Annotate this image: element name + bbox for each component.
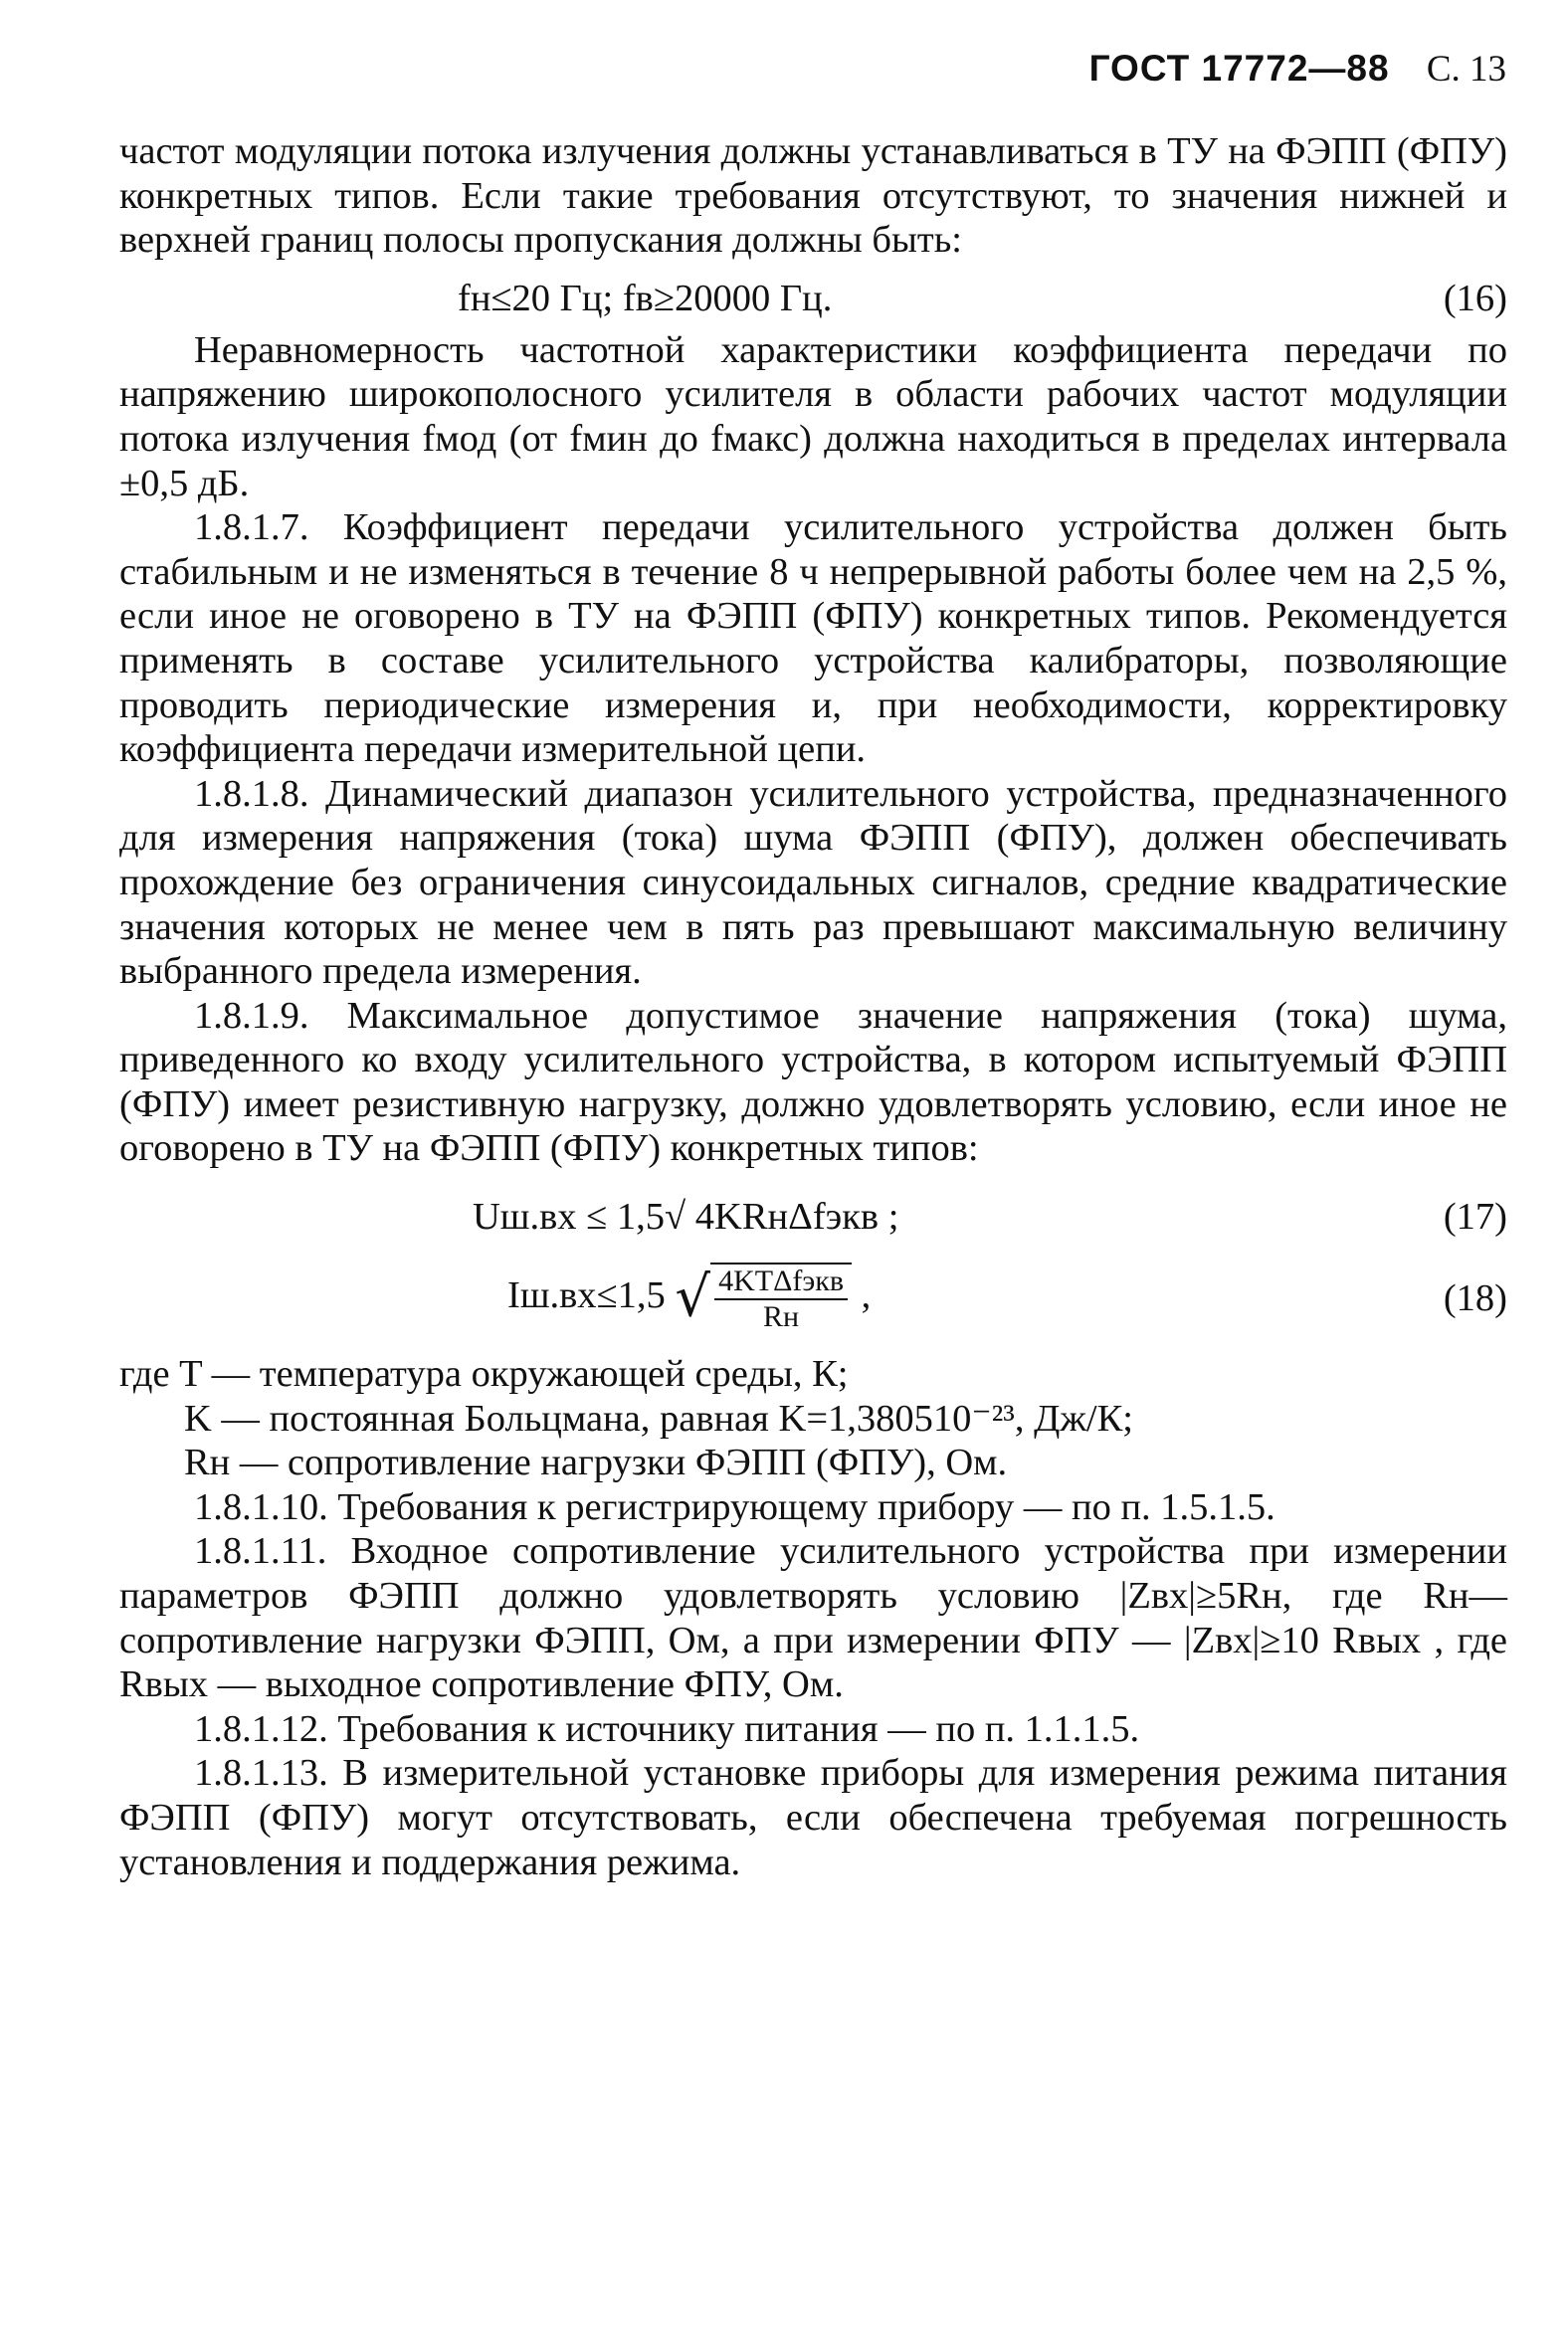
paragraph: частот модуляции потока излучения должны устанавливаться в ТУ на ФЭПП (ФПУ) конкретных типов. Если такие требования отсутствуют, то значения нижней и верхней границ полосы пропускания должны быть: <box>119 130 1507 262</box>
document-body <box>119 129 1507 1884</box>
formula-tail: , <box>861 1273 872 1316</box>
paragraph: 1.8.1.9. Максимальное допустимое значение напряжения (тока) шума, приведенного ко входу усилительного устройства, в котором испытуемый ФЭПП (ФПУ) имеет резистивную нагрузку, должно удовлетворять условию, если иное не оговорено в ТУ на ФЭПП (ФПУ) конкретных типов: <box>119 994 1507 1170</box>
formula-expression <box>507 1263 871 1334</box>
page-header <box>1089 48 1506 91</box>
formula-17 <box>119 1177 1507 1247</box>
sqrt-sign-icon: √ <box>675 1265 711 1330</box>
paragraph: 1.8.1.11. Входное сопротивление усилительного устройства при измерении параметров ФЭПП должно удовлетворять условию |Zвх|≥5Rн, где Rн— сопротивление нагрузки ФЭПП, Ом, а при измерении ФПУ — |Zвх|≥10 Rвых , где Rвых — выходное сопротивление ФПУ, Ом. <box>119 1530 1507 1706</box>
formula-expression: fн≤20 Гц; fв≥20000 Гц. <box>458 277 833 319</box>
standard-number: ГОСТ 17772—88 <box>1088 48 1390 89</box>
definition-line: где T — температура окружающей среды, К; <box>119 1353 849 1396</box>
formula-number: (18) <box>1443 1277 1507 1320</box>
paragraph: 1.8.1.10. Требования к регистрирующему прибору — по п. 1.5.1.5. <box>194 1485 1275 1528</box>
fraction-numerator: 4KTΔfэкв <box>714 1265 848 1300</box>
page-number: С. 13 <box>1426 49 1506 90</box>
formula-lhs: Iш.вх≤1,5 <box>507 1273 666 1316</box>
paragraph: 1.8.1.13. В измерительной установке приборы для измерения режима питания ФЭПП (ФПУ) могут отсутствовать, если обеспечена требуемая погрешность установления и поддержания режима. <box>119 1752 1507 1883</box>
formula-expression: Uш.вх ≤ 1,5√ 4KRнΔfэкв ; <box>473 1196 899 1239</box>
formula-16 <box>119 269 1507 328</box>
paragraph: 1.8.1.7. Коэффициент передачи усилительного устройства должен быть стабильным и не изменяться в течение 8 ч непрерывной работы более чем на 2,5 %, если иное не оговорено в ТУ на ФЭПП (ФПУ) конкретных типов. Рекомендуется применять в составе усилительного устройства калибраторы, позволяющие проводить периодические измерения и, при необходимости, корректировку коэффициента передачи измерительной цепи. <box>119 506 1507 771</box>
formula-number: (17) <box>1443 1196 1507 1239</box>
fraction <box>710 1263 852 1334</box>
paragraph: 1.8.1.12. Требования к источнику питания — по п. 1.1.1.5. <box>194 1707 1140 1750</box>
formula-number: (16) <box>1443 277 1507 319</box>
definition-line: K — постоянная Больцмана, равная K=1,380510⁻²³, Дж/К; <box>184 1397 1134 1440</box>
formula-18 <box>119 1253 1507 1352</box>
paragraph: Неравномерность частотной характеристики коэффициента передачи по напряжению широкополосного усилителя в области рабочих частот модуляции потока излучения fмод (от fмин до fмакс) должна находиться в пределах интервала ±0,5 дБ. <box>119 328 1507 504</box>
fraction-denominator: Rн <box>763 1300 800 1334</box>
paragraph: 1.8.1.8. Динамический диапазон усилительного устройства, предназначенного для измерения напряжения (тока) шума ФЭПП (ФПУ), должен обеспечивать прохождение без ограничения синусоидальных сигналов, средние квадратические значения которых не менее чем в пять раз превышают максимальную величину выбранного предела измерения. <box>119 772 1507 993</box>
definition-line: Rн — сопротивление нагрузки ФЭПП (ФПУ), Ом. <box>184 1442 1008 1484</box>
